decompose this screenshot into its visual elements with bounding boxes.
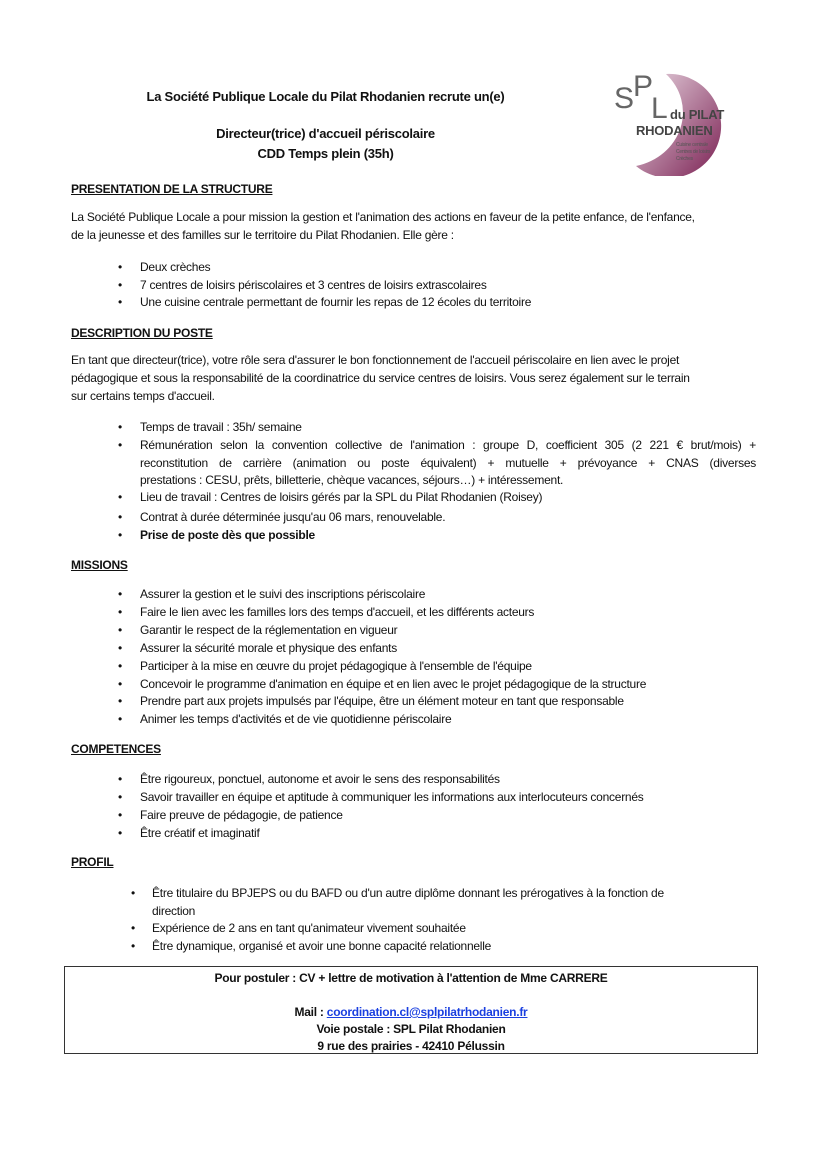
bullet-icon: • [118, 658, 122, 673]
address-line: 9 rue des prairies - 42410 Pélussin [317, 1039, 505, 1053]
list-item-line: Rémunération selon la convention collective de l'animation : groupe D, coefficient 305 (2 221 € brut/mois) + [140, 438, 756, 452]
list-item: Être dynamique, organisé et avoir une bonne capacité relationnelle [152, 939, 492, 953]
bullet-icon: • [118, 712, 122, 727]
list-item: Prendre part aux projets impulsés par l'équipe, être un élément moteur en tant que responsable [140, 694, 624, 709]
paragraph-line: La Société Publique Locale a pour mission la gestion et l'animation des actions en faveur de la petite enfance, de l'enfance, [71, 210, 695, 224]
list-item: Être créatif et imaginatif [140, 826, 260, 840]
bullet-icon: • [118, 694, 122, 709]
section-heading-presentation: PRESENTATION DE LA STRUCTURE [71, 182, 273, 196]
list-item: Assurer la gestion et le suivi des inscriptions périscolaire [140, 587, 426, 601]
svg-text:du PILAT: du PILAT [670, 107, 725, 122]
job-title: Directeur(trice) d'accueil périscolaire [216, 126, 435, 141]
list-item: Être rigoureux, ponctuel, autonome et avoir le sens des responsabilités [140, 772, 500, 786]
list-item: Deux crèches [140, 260, 211, 274]
list-item: Savoir travailler en équipe et aptitude à communiquer les informations aux interlocuteurs concernés [140, 790, 644, 804]
list-item: Animer les temps d'activités et de vie quotidienne périscolaire [140, 712, 452, 727]
list-item: Une cuisine centrale permettant de fournir les repas de 12 écoles du territoire [140, 295, 532, 309]
list-item-line: Être titulaire du BPJEPS ou du BAFD ou d'un autre diplôme donnant les prérogatives à la fonction de [152, 886, 664, 900]
postal-line: Voie postale : SPL Pilat Rhodanien [316, 1022, 506, 1036]
apply-instructions: Pour postuler : CV + lettre de motivation à l'attention de Mme CARRERE [214, 971, 608, 985]
list-item-line: reconstitution de carrière (animation ou poste équivalent) + mutuelle + prévoyance + CNAS (diverses [140, 456, 756, 470]
bullet-icon: • [118, 420, 122, 434]
page-title: La Société Publique Locale du Pilat Rhodanien recrute un(e) [146, 89, 505, 104]
list-item: Concevoir le programme d'animation en équipe et en lien avec le projet pédagogique de la structure [140, 676, 647, 691]
svg-text:L: L [651, 92, 668, 125]
mail-label: Mail : [294, 1005, 327, 1019]
svg-text:Centres de loisirs: Centres de loisirs [676, 149, 711, 155]
list-item: Temps de travail : 35h/ semaine [140, 420, 302, 434]
list-item: Lieu de travail : Centres de loisirs gérés par la SPL du Pilat Rhodanien (Roisey) [140, 490, 543, 504]
list-item: Expérience de 2 ans en tant qu'animateur vivement souhaitée [152, 921, 466, 935]
bullet-icon: • [131, 939, 135, 953]
bullet-icon: • [118, 587, 122, 601]
list-item: Participer à la mise en œuvre du projet pédagogique à l'ensemble de l'équipe [140, 658, 532, 673]
list-item: Contrat à durée déterminée jusqu'au 06 mars, renouvelable. [140, 510, 446, 524]
svg-text:P: P [633, 70, 653, 103]
bullet-icon: • [118, 790, 122, 804]
list-item: Assurer la sécurité morale et physique des enfants [140, 640, 397, 655]
bullet-icon: • [118, 528, 122, 542]
bullet-icon: • [118, 490, 122, 504]
section-heading-missions: MISSIONS [71, 558, 128, 572]
bullet-icon: • [118, 295, 122, 309]
list-item: Garantir le respect de la réglementation en vigueur [140, 622, 398, 637]
bullet-icon: • [118, 808, 122, 822]
bullet-icon: • [118, 278, 122, 292]
list-item-line: prestations : CESU, prêts, billetterie, chèque vacances, séjours…) + intéressement. [140, 473, 564, 487]
bullet-icon: • [118, 676, 122, 691]
paragraph-line: pédagogique et sous la responsabilité de la coordinatrice du service centres de loisirs. Vous serez également sur le terrain [71, 371, 690, 385]
bullet-icon: • [118, 640, 122, 655]
mail-link[interactable]: coordination.cl@splpilatrhodanien.fr [326, 1005, 528, 1019]
list-item-line: direction [152, 904, 196, 918]
paragraph-line: de la jeunesse et des familles sur le territoire du Pilat Rhodanien. Elle gère : [71, 228, 454, 242]
bullet-icon: • [118, 438, 122, 452]
paragraph-line: En tant que directeur(trice), votre rôle sera d'assurer le bon fonctionnement de l'accueil périscolaire en lien avec le projet [71, 353, 680, 367]
paragraph-line: sur certains temps d'accueil. [71, 389, 215, 403]
svg-text:Cuisine centrale: Cuisine centrale [676, 142, 708, 148]
list-item: 7 centres de loisirs périscolaires et 3 centres de loisirs extrascolaires [140, 278, 487, 292]
svg-text:S: S [614, 82, 634, 115]
bullet-icon: • [118, 826, 122, 840]
section-heading-competences: COMPETENCES [71, 742, 161, 756]
svg-text:RHODANIEN: RHODANIEN [636, 123, 713, 138]
section-heading-description: DESCRIPTION DU POSTE [71, 326, 213, 340]
section-heading-profil: PROFIL [71, 855, 114, 869]
bullet-icon: • [118, 510, 122, 524]
list-item: Faire le lien avec les familles lors des temps d'accueil, et les différents acteurs [140, 604, 535, 619]
list-item: Faire preuve de pédagogie, de patience [140, 808, 343, 822]
list-item: Prise de poste dès que possible [140, 528, 315, 542]
mail-line [65, 1005, 757, 1020]
bullet-icon: • [118, 772, 122, 786]
apply-box [64, 966, 758, 1054]
bullet-icon: • [118, 260, 122, 274]
bullet-icon: • [118, 604, 122, 619]
bullet-icon: • [118, 622, 122, 637]
spl-logo [606, 66, 736, 176]
svg-text:Crèches: Crèches [676, 156, 693, 162]
contract-type: CDD Temps plein (35h) [257, 146, 394, 161]
bullet-icon: • [131, 886, 135, 900]
bullet-icon: • [131, 921, 135, 935]
